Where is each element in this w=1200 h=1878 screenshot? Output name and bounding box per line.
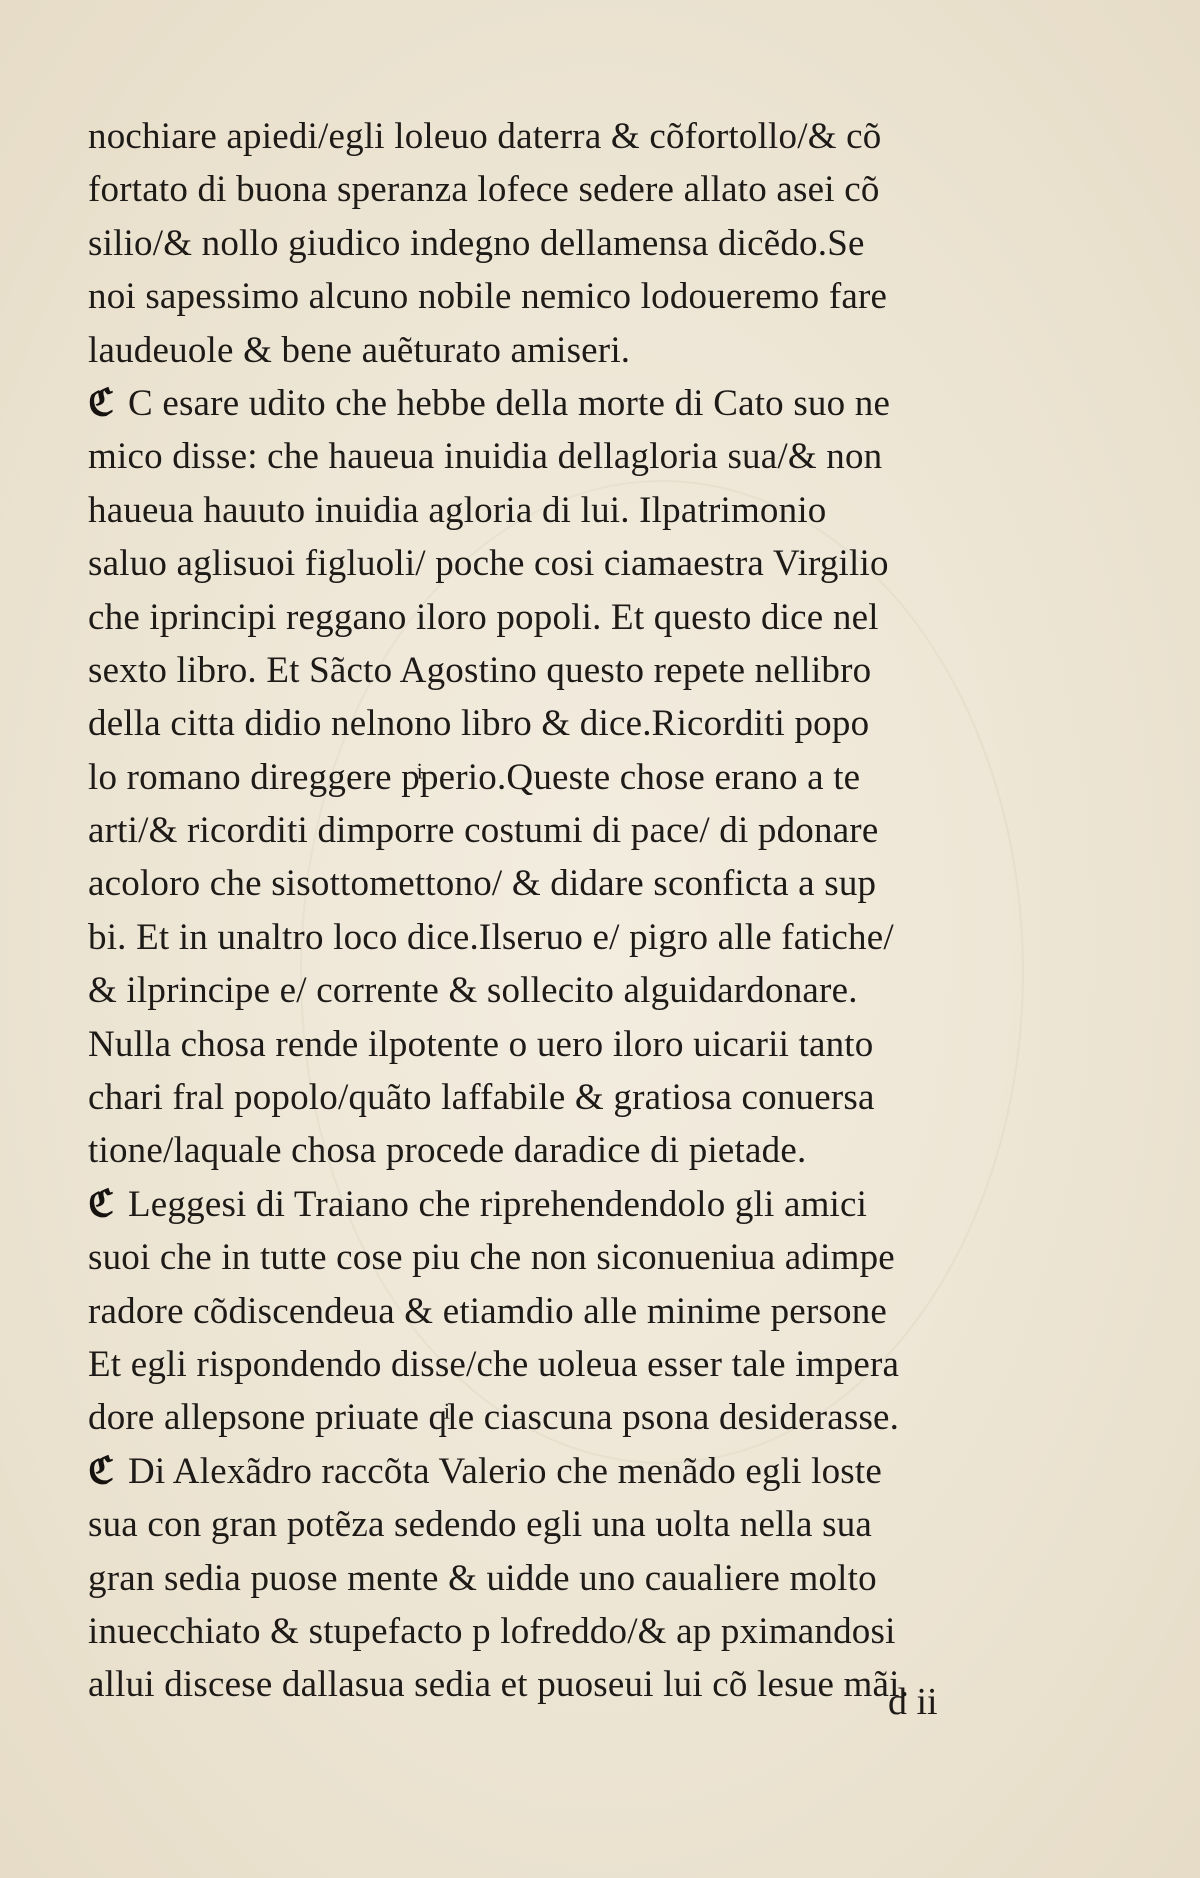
text-line: lo romano direggere pͥperio.Queste chose erano a te <box>88 756 861 798</box>
text-line: fortato di buona speranza lofece sedere allato asei cõ <box>88 169 880 211</box>
signature-mark: d ii <box>888 1681 938 1723</box>
text-line: sexto libro. Et Sãcto Agostino questo repete nellibro <box>88 649 872 691</box>
text-line: acoloro che sisottomettono/ & didare sconficta a sup <box>88 863 877 905</box>
text-line: haueua hauuto inuidia agloria di lui. Ilpatrimonio <box>88 489 827 531</box>
text-line: dore allepsone priuate qͥle ciascuna psona desiderasse. <box>88 1397 900 1439</box>
text-line: mico disse: che haueua inuidia dellagloria sua/& non <box>88 436 883 478</box>
text-line: bi. Et in unaltro loco dice.Ilseruo e/ pigro alle fatiche/ <box>88 916 894 958</box>
page-text <box>88 110 1048 1712</box>
text-line: ℭ Leggesi di Traiano che riprehendendolo gli amici <box>88 1178 1048 1231</box>
text-line: inuecchiato & stupefacto p lofreddo/& ap pximandosi <box>88 1610 896 1652</box>
text-line: allui discese dallasua sedia et puoseui lui cõ lesue mãi. <box>88 1664 910 1706</box>
text-line: sua con gran potẽza sedendo egli una uolta nella sua <box>88 1504 873 1546</box>
text-line: & ilprincipe e/ corrente & sollecito alguidardonare. <box>88 970 858 1012</box>
text-line: noi sapessimo alcuno nobile nemico lodoueremo fare <box>88 276 888 318</box>
text-line: ℭ C esare udito che hebbe della morte di Cato suo ne <box>88 377 1048 430</box>
paragraph-mark-icon: ℭ <box>88 1183 115 1225</box>
text-line: laudeuole & bene auẽturato amiseri. <box>88 329 631 371</box>
text-line: saluo aglisuoi figluoli/ poche cosi ciamaestra Virgilio <box>88 543 889 585</box>
paragraph-mark-icon: ℭ <box>88 382 115 424</box>
text-line: Nulla chosa rende ilpotente o uero iloro uicarii tanto <box>88 1023 874 1065</box>
text-line: chari fral popolo/quãto laffabile & gratiosa conuersa <box>88 1077 875 1119</box>
text-line: che iprincipi reggano iloro popoli. Et questo dice nel <box>88 596 879 638</box>
text-line: arti/& ricorditi dimporre costumi di pace/ di pdonare <box>88 810 879 852</box>
text-line: Et egli rispondendo disse/che uoleua esser tale impera <box>88 1343 900 1385</box>
text-line: gran sedia puose mente & uidde uno caualiere molto <box>88 1557 877 1599</box>
text-line: silio/& nollo giudico indegno dellamensa dicẽdo.Se <box>88 222 865 264</box>
text-line: della citta didio nelnono libro & dice.Ricorditi popo <box>88 703 870 745</box>
paragraph-mark-icon: ℭ <box>88 1450 115 1492</box>
text-line: suoi che in tutte cose piu che non siconueniua adimpe <box>88 1237 895 1279</box>
text-line: nochiare apiedi/egli loleuo daterra & cõfortollo/& cõ <box>88 116 882 157</box>
text-line: tione/laquale chosa procede daradice di pietade. <box>88 1130 807 1172</box>
text-line: radore cõdiscendeua & etiamdio alle minime persone <box>88 1290 888 1332</box>
text-line: ℭ Di Alexãdro raccõta Valerio che menãdo egli loste <box>88 1445 1048 1498</box>
